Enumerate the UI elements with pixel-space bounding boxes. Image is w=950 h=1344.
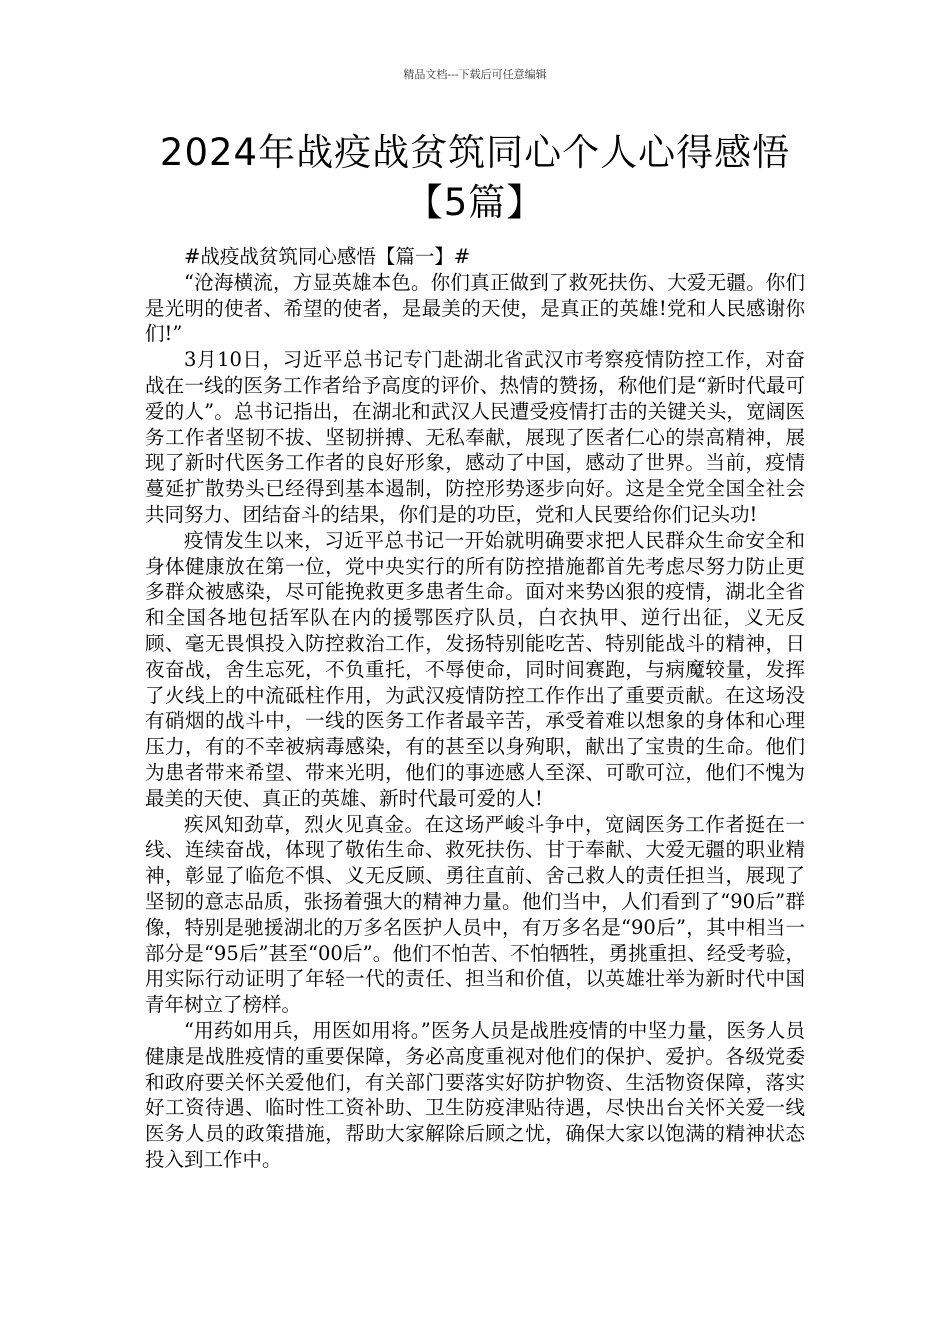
paragraph: 疫情发生以来，习近平总书记一开始就明确要求把人民群众生命安全和身体健康放在第一位，党中央实行的所有防控措施都首先考虑尽努力防止更多群众被感染，尽可能挽救更多患者生命。面对来势凶狠的疫情，湖北全省和全国各地包括军队在内的援鄂医疗队员，白衣执甲、逆行出征，义无反顾、毫无畏惧投入防控救治工作，发扬特别能吃苦、特别能战斗的精神，日夜奋战，舍生忘死，不负重托，不辱使命，同时间赛跑，与病魔较量，发挥了火线上的中流砥柱作用，为武汉疫情防控工作作出了重要贡献。在这场没有硝烟的战斗中，一线的医务工作者最辛苦，承受着难以想象的身体和心理压力，有的不幸被病毒感染，有的甚至以身殉职，献出了宝贵的生命。他们为患者带来希望、带来光明，他们的事迹感人至深、可歌可泣，他们不愧为最美的天使、真正的英雄、新时代最可爱的人!	[145, 528, 805, 810]
document-body	[145, 244, 805, 1173]
title-line-1: 2024年战疫战贫筑同心个人心得感悟	[159, 131, 791, 174]
section-heading: #战疫战贫筑同心感悟【篇一】#	[184, 245, 471, 268]
paragraph: 疾风知劲草，烈火见真金。在这场严峻斗争中，宽阔医务工作者挺在一线、连续奋战，体现了敬佑生命、救死扶伤、甘于奉献、大爱无疆的职业精神，彰显了临危不惧、义无反顾、勇往直前、舍己救人的责任担当，展现了坚韧的意志品质，张扬着强大的精神力量。他们当中，人们看到了“90后”群像，特别是驰援湖北的万多名医护人员中，有万多名是“90后”，其中相当一部分是“95后”甚至“00后”。他们不怕苦、不怕牺牲，勇挑重担、经受考验，用实际行动证明了年轻一代的责任、担当和价值，以英雄壮举为新时代中国青年树立了榜样。	[145, 812, 805, 1017]
paragraph: “用药如用兵，用医如用将。”医务人员是战胜疫情的中坚力量，医务人员健康是战胜疫情的重要保障，务必高度重视对他们的保护、爱护。各级党委和政府要关怀关爱他们，有关部门要落实好防护物资、生活物资保障，落实好工资待遇、临时性工资补助、卫生防疫津贴待遇，尽快出台关怀关爱一线医务人员的政策措施，帮助大家解除后顾之忧，确保大家以饱满的精神状态投入到工作中。	[145, 1018, 805, 1171]
document-title	[0, 128, 950, 228]
header-note: 精品文档---下载后可任意编辑	[403, 68, 547, 81]
title-line-2: 【5篇】	[405, 181, 545, 224]
paragraph: “沧海横流，方显英雄本色。你们真正做到了救死扶伤、大爱无疆。你们是光明的使者、希望的使者，是最美的天使，是真正的英雄!党和人民感谢你们!”	[145, 270, 805, 346]
paragraph: 3月10日，习近平总书记专门赴湖北省武汉市考察疫情防控工作，对奋战在一线的医务工作者给予高度的评价、热情的赞扬，称他们是“新时代最可爱的人”。总书记指出，在湖北和武汉人民遭受疫情打击的关键关头，宽阔医务工作者坚韧不拔、坚韧拼搏、无私奉献，展现了医者仁心的崇高精神，展现了新时代医务工作者的良好形象，感动了中国，感动了世界。当前，疫情蔓延扩散势头已经得到基本遏制，防控形势逐步向好。这是全党全国全社会共同努力、团结奋斗的结果，你们是的功臣，党和人民要给你们记头功!	[145, 348, 805, 526]
